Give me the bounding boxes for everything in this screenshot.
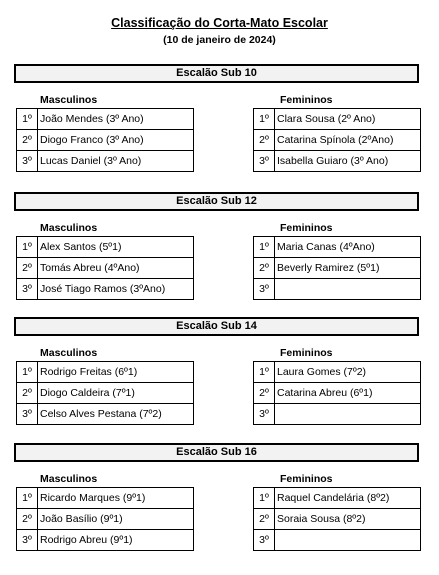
name-cell: João Basílio (9º1) [38, 509, 194, 530]
name-cell: Maria Canas (4ºAno) [275, 237, 421, 258]
name-cell: Rodrigo Freitas (6º1) [38, 362, 194, 383]
rank-cell: 2º [17, 509, 38, 530]
table-row [17, 279, 194, 300]
femininos-label: Femininos [280, 222, 333, 234]
rank-cell: 2º [17, 130, 38, 151]
masculinos-table [16, 236, 194, 300]
rank-cell: 2º [254, 383, 275, 404]
name-cell: Tomás Abreu (4ºAno) [38, 258, 194, 279]
name-cell: José Tiago Ramos (3ºAno) [38, 279, 194, 300]
table-row [254, 237, 421, 258]
table-row [254, 258, 421, 279]
femininos-table [253, 487, 421, 551]
rank-cell: 1º [17, 488, 38, 509]
name-cell: Catarina Abreu (6º1) [275, 383, 421, 404]
document-subtitle: (10 de janeiro de 2024) [163, 34, 276, 46]
rank-cell: 3º [17, 151, 38, 172]
femininos-table [253, 108, 421, 172]
section-sub-10 [0, 64, 439, 184]
masculinos-label: Masculinos [40, 222, 98, 234]
table-row [17, 530, 194, 551]
name-cell: Soraia Sousa (8º2) [275, 509, 421, 530]
femininos-table [253, 361, 421, 425]
document-title [0, 16, 439, 30]
section-heading: Escalão Sub 16 [14, 443, 419, 462]
rank-cell: 1º [254, 109, 275, 130]
rank-cell: 1º [254, 237, 275, 258]
table-row [17, 258, 194, 279]
name-cell: Laura Gomes (7º2) [275, 362, 421, 383]
name-cell [275, 404, 421, 425]
name-cell: Clara Sousa (2º Ano) [275, 109, 421, 130]
masculinos-label: Masculinos [40, 94, 98, 106]
section-heading: Escalão Sub 14 [14, 317, 419, 336]
table-row [254, 530, 421, 551]
name-cell: Ricardo Marques (9º1) [38, 488, 194, 509]
table-row [254, 109, 421, 130]
rank-cell: 3º [254, 404, 275, 425]
femininos-table [253, 236, 421, 300]
rank-cell: 1º [17, 362, 38, 383]
rank-cell: 3º [254, 279, 275, 300]
masculinos-label: Masculinos [40, 473, 98, 485]
table-row [17, 509, 194, 530]
rank-cell: 1º [254, 362, 275, 383]
table-row [17, 237, 194, 258]
name-cell: Beverly Ramirez (5º1) [275, 258, 421, 279]
name-cell [275, 279, 421, 300]
name-cell: Catarina Spínola (2ºAno) [275, 130, 421, 151]
table-row [254, 383, 421, 404]
masculinos-label: Masculinos [40, 347, 98, 359]
table-row [17, 109, 194, 130]
name-cell: Raquel Candelária (8º2) [275, 488, 421, 509]
rank-cell: 1º [254, 488, 275, 509]
rank-cell: 2º [17, 383, 38, 404]
name-cell [275, 530, 421, 551]
table-row [254, 151, 421, 172]
document-title-text: Classificação do Corta-Mato Escolar [111, 16, 328, 30]
table-row [254, 404, 421, 425]
section-sub-16 [0, 443, 439, 563]
rank-cell: 3º [254, 530, 275, 551]
name-cell: João Mendes (3º Ano) [38, 109, 194, 130]
rank-cell: 2º [254, 130, 275, 151]
rank-cell: 3º [17, 404, 38, 425]
table-row [17, 404, 194, 425]
name-cell: Isabella Guiaro (3º Ano) [275, 151, 421, 172]
table-row [17, 383, 194, 404]
table-row [254, 509, 421, 530]
table-row [254, 488, 421, 509]
rank-cell: 2º [254, 509, 275, 530]
section-heading: Escalão Sub 12 [14, 192, 419, 211]
masculinos-table [16, 487, 194, 551]
section-sub-14 [0, 317, 439, 437]
femininos-label: Femininos [280, 94, 333, 106]
masculinos-table [16, 361, 194, 425]
name-cell: Lucas Daniel (3º Ano) [38, 151, 194, 172]
femininos-label: Femininos [280, 347, 333, 359]
rank-cell: 2º [254, 258, 275, 279]
name-cell: Celso Alves Pestana (7º2) [38, 404, 194, 425]
table-row [254, 362, 421, 383]
table-row [17, 362, 194, 383]
rank-cell: 1º [17, 237, 38, 258]
masculinos-table [16, 108, 194, 172]
rank-cell: 3º [17, 530, 38, 551]
table-row [17, 130, 194, 151]
section-heading: Escalão Sub 10 [14, 64, 419, 83]
name-cell: Diogo Franco (3º Ano) [38, 130, 194, 151]
femininos-label: Femininos [280, 473, 333, 485]
rank-cell: 2º [17, 258, 38, 279]
rank-cell: 1º [17, 109, 38, 130]
rank-cell: 3º [254, 151, 275, 172]
table-row [254, 130, 421, 151]
name-cell: Alex Santos (5º1) [38, 237, 194, 258]
table-row [254, 279, 421, 300]
name-cell: Rodrigo Abreu (9º1) [38, 530, 194, 551]
rank-cell: 3º [17, 279, 38, 300]
name-cell: Diogo Caldeira (7º1) [38, 383, 194, 404]
table-row [17, 488, 194, 509]
table-row [17, 151, 194, 172]
section-sub-12 [0, 192, 439, 312]
